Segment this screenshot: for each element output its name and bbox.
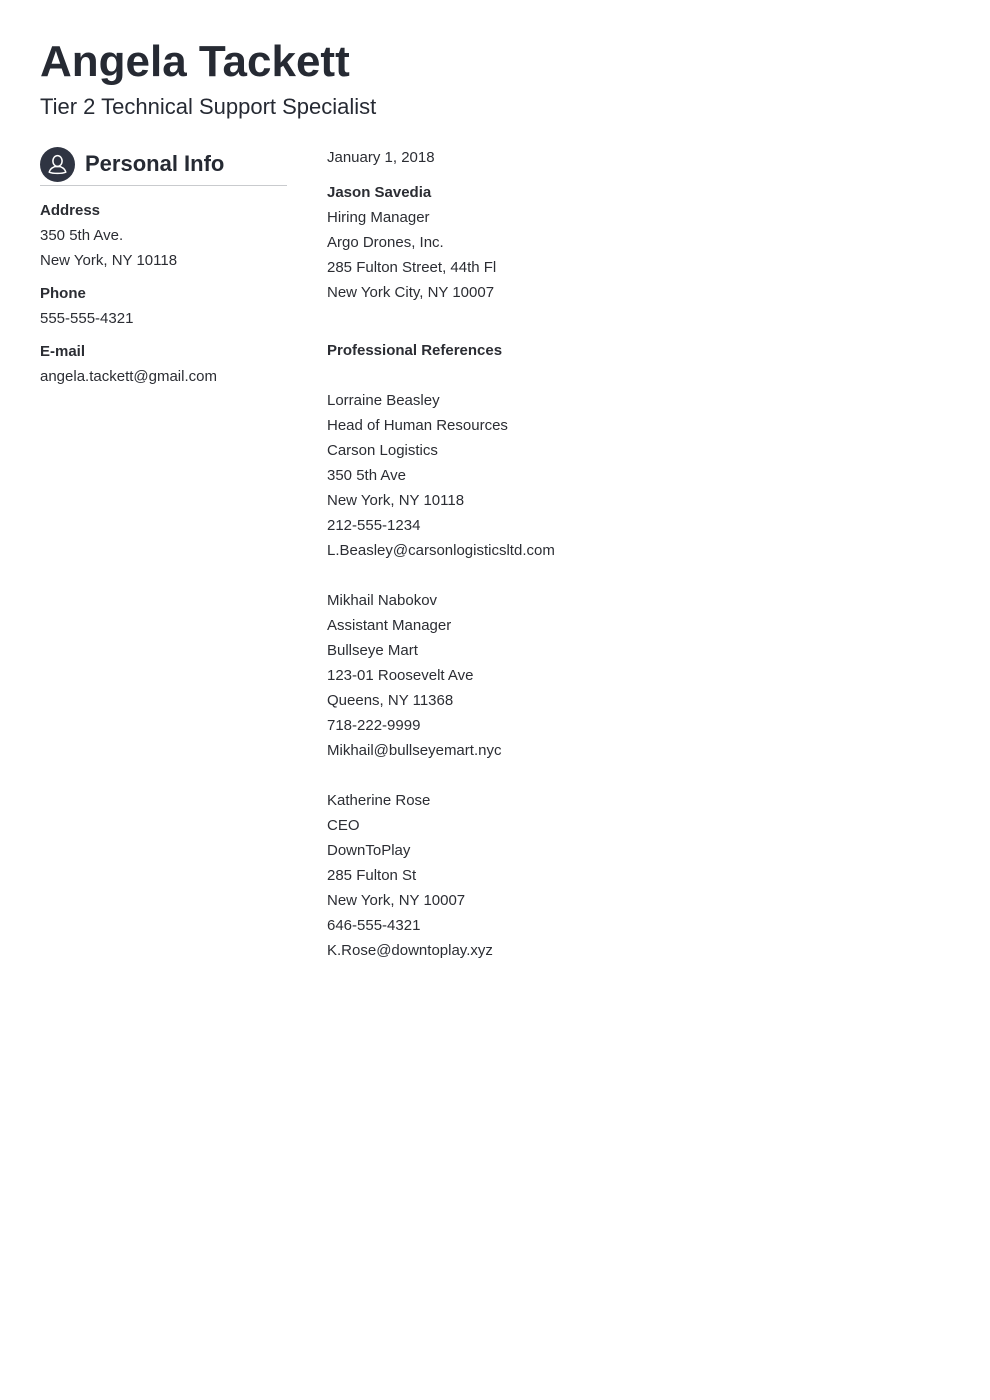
- user-icon: [40, 147, 75, 182]
- reference-street: 285 Fulton St: [327, 867, 417, 884]
- reference-name: Katherine Rose: [327, 792, 431, 809]
- reference-street: 350 5th Ave: [327, 467, 406, 484]
- reference-phone: 212-555-1234: [327, 517, 421, 534]
- reference-entry: [327, 388, 947, 563]
- recipient-city: New York City, NY 10007: [327, 284, 495, 301]
- letter-date: January 1, 2018: [327, 149, 435, 166]
- reference-company: Carson Logistics: [327, 442, 438, 459]
- personal-info-title: Personal Info: [85, 151, 225, 176]
- reference-company: DownToPlay: [327, 842, 411, 859]
- reference-name: Mikhail Nabokov: [327, 592, 438, 609]
- letter-body: [327, 145, 947, 963]
- phone-label: Phone: [40, 285, 86, 302]
- reference-position: CEO: [327, 817, 360, 834]
- candidate-job-title: Tier 2 Technical Support Specialist: [40, 94, 377, 119]
- reference-phone: 718-222-9999: [327, 717, 421, 734]
- personal-info-section: [40, 146, 287, 389]
- address-block: [40, 198, 287, 273]
- email-label: E-mail: [40, 343, 86, 360]
- references-heading: Professional References: [327, 342, 503, 359]
- reference-name: Lorraine Beasley: [327, 392, 440, 409]
- address-label: Address: [40, 202, 101, 219]
- phone-block: [40, 281, 287, 331]
- reference-phone: 646-555-4321: [327, 917, 421, 934]
- reference-email: L.Beasley@carsonlogisticsltd.com: [327, 542, 555, 559]
- reference-street: 123-01 Roosevelt Ave: [327, 667, 474, 684]
- email-value: angela.tackett@gmail.com: [40, 368, 217, 385]
- reference-city: New York, NY 10007: [327, 892, 466, 909]
- address-line: New York, NY 10118: [40, 252, 178, 269]
- reference-entry: [327, 588, 947, 763]
- recipient-name: Jason Savedia: [327, 184, 432, 201]
- reference-entry: [327, 788, 947, 963]
- recipient-street: 285 Fulton Street, 44th Fl: [327, 259, 497, 276]
- phone-value: 555-555-4321: [40, 310, 134, 327]
- reference-email: Mikhail@bullseyemart.nyc: [327, 742, 502, 759]
- recipient-block: [327, 180, 947, 305]
- reference-email: K.Rose@downtoplay.xyz: [327, 942, 493, 959]
- reference-city: New York, NY 10118: [327, 492, 465, 509]
- address-line: 350 5th Ave.: [40, 227, 124, 244]
- reference-city: Queens, NY 11368: [327, 692, 454, 709]
- reference-position: Head of Human Resources: [327, 417, 508, 434]
- personal-info-header: [40, 146, 287, 186]
- reference-company: Bullseye Mart: [327, 642, 418, 659]
- recipient-company: Argo Drones, Inc.: [327, 234, 444, 251]
- reference-position: Assistant Manager: [327, 617, 452, 634]
- email-block: [40, 339, 287, 389]
- candidate-name: Angela Tackett: [40, 37, 350, 86]
- recipient-position: Hiring Manager: [327, 209, 430, 226]
